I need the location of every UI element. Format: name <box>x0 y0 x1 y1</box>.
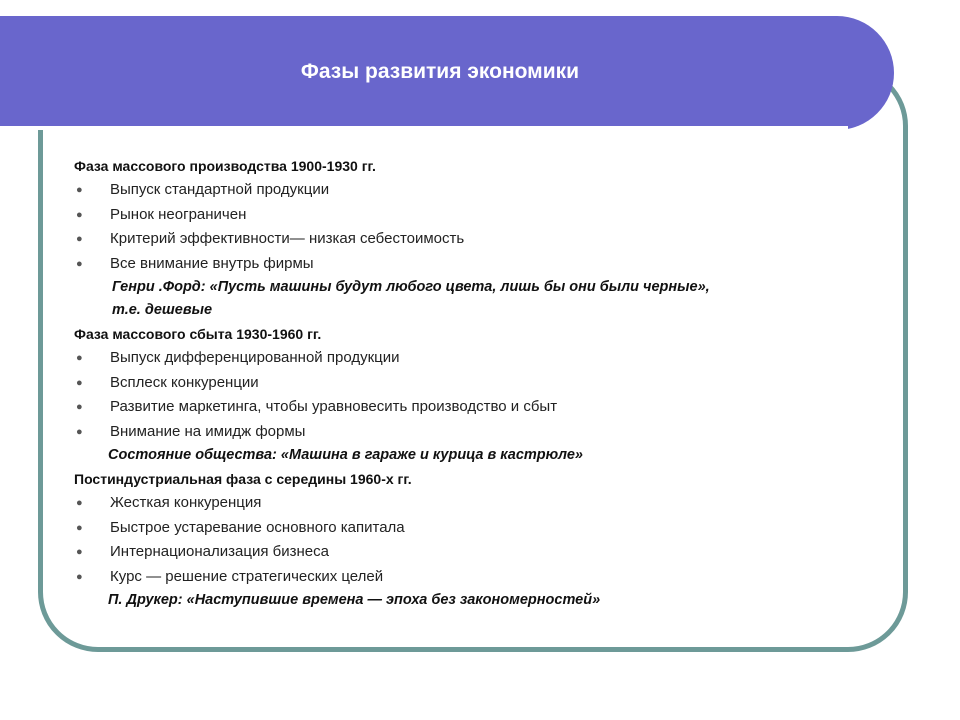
bullet-icon: ● <box>76 257 83 270</box>
bullet-icon: ● <box>76 208 83 221</box>
bullet-icon: ● <box>76 546 83 558</box>
list-item: ● Развитие маркетинга, чтобы уравновесить производство и сбыт <box>74 395 874 420</box>
slide-title: Фазы развития экономики <box>300 60 580 83</box>
list-item: ● Внимание на имидж формы <box>74 420 874 445</box>
slide-content <box>74 154 874 612</box>
list-item: ● Критерий эффективности— низкая себестоимость <box>74 227 874 252</box>
bullet-icon: ● <box>76 233 83 245</box>
quote-line: Генри .Форд: «Пусть машины будут любого цвета, лишь бы они были черные», <box>112 279 710 295</box>
section-heading: Постиндустриальная фаза с середины 1960-х гг. <box>74 471 412 487</box>
list-item: ● Всплеск конкуренции <box>74 371 874 396</box>
bullet-icon: ● <box>76 352 83 364</box>
bullet-icon: ● <box>76 376 83 389</box>
quote-line: т.е. дешевые <box>112 302 213 318</box>
bullet-icon: ● <box>76 425 83 438</box>
list-item: ● Рынок неограничен <box>74 203 874 228</box>
list-item: ● Все внимание внутрь фирмы <box>74 252 874 277</box>
section-heading: Фаза массового сбыта 1930-1960 гг. <box>74 326 322 342</box>
list-item: ● Интернационализация бизнеса <box>74 540 874 565</box>
list-item: ● Жесткая конкуренция <box>74 491 874 516</box>
list-item: ● Выпуск дифференцированной продукции <box>74 346 874 371</box>
bullet-icon: ● <box>76 184 83 196</box>
section-heading: Фаза массового производства 1900-1930 гг. <box>74 158 376 174</box>
bullet-icon: ● <box>76 570 83 583</box>
list-item: ● Быстрое устаревание основного капитала <box>74 516 874 541</box>
list-item: ● Выпуск стандартной продукции <box>74 178 874 203</box>
quote-line: П. Друкер: «Наступившие времена — эпоха без закономерностей» <box>108 592 601 608</box>
list-item: ● Курс — решение стратегических целей <box>74 565 874 590</box>
bullet-icon: ● <box>76 521 83 534</box>
quote-line: Состояние общества: «Машина в гараже и курица в кастрюле» <box>108 447 583 463</box>
bullet-icon: ● <box>76 497 83 509</box>
banner-divider <box>0 126 848 130</box>
bullet-icon: ● <box>76 401 83 413</box>
